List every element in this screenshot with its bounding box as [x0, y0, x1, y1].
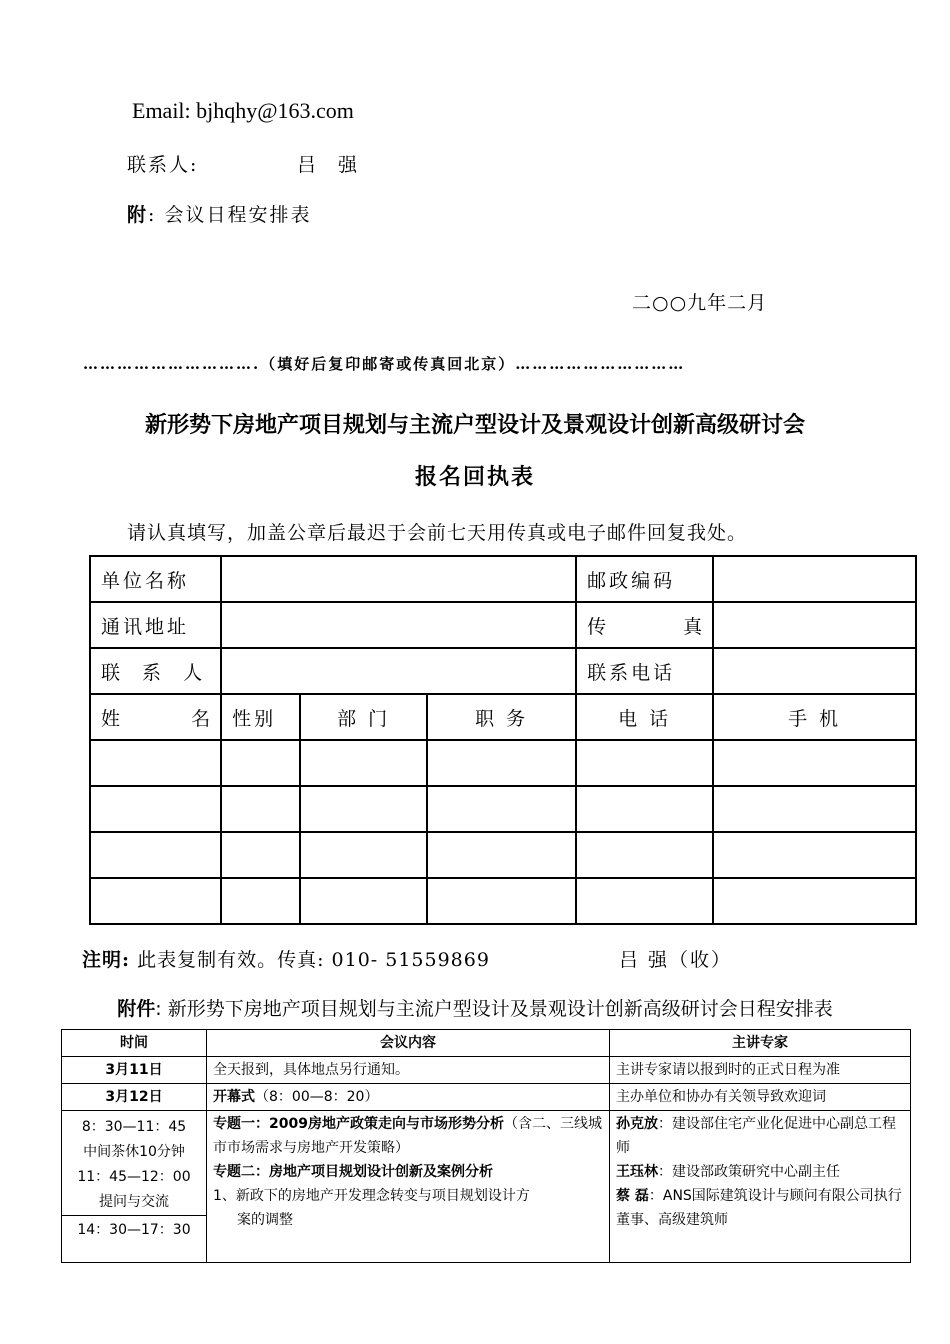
attendee-name-field[interactable]	[90, 832, 221, 878]
topic-title: 专题二：房地产项目规划设计创新及案例分析	[213, 1164, 493, 1180]
annex-line	[0, 994, 950, 1021]
annex-text: : 新形势下房地产项目规划与主流户型设计及景观设计创新高级研讨会日程安排表	[155, 998, 833, 1020]
expert-name: 孙克放	[616, 1116, 658, 1132]
expert-name: 王珏林	[616, 1164, 658, 1180]
contact-person-label: 联 系 人	[90, 648, 221, 694]
attendee-position-field[interactable]	[427, 832, 576, 878]
col-position-header: 职 务	[427, 694, 576, 740]
attendee-mobile-field[interactable]	[713, 878, 916, 924]
postal-code-field[interactable]	[713, 556, 916, 602]
schedule-time-block	[62, 1111, 207, 1263]
note-colon: :	[122, 949, 131, 971]
time-slot: 8：30—11：45	[81, 1119, 187, 1135]
col-phone-header: 电 话	[576, 694, 713, 740]
attendee-mobile-field[interactable]	[713, 786, 916, 832]
schedule-table	[61, 1029, 911, 1263]
contact-line	[127, 150, 366, 177]
email-line: Email: bjhqhy@163.com	[132, 98, 354, 123]
schedule-header-row	[62, 1030, 911, 1057]
attendee-position-field[interactable]	[427, 878, 576, 924]
attendee-name-field[interactable]	[90, 740, 221, 786]
time-note: 中间茶休10分钟	[83, 1144, 185, 1160]
schedule-row	[62, 1057, 911, 1084]
time-slot: 11：45—12：00	[77, 1169, 191, 1185]
address-field[interactable]	[221, 602, 576, 648]
schedule-date: 3月12日	[62, 1084, 207, 1111]
instruction-text: 请认真填写，加盖公章后最迟于会前七天用传真或电子邮件回复我处。	[127, 522, 748, 544]
attendee-gender-field[interactable]	[221, 832, 300, 878]
col-name-part1: 姓	[101, 707, 121, 730]
fax-label-part1: 传	[587, 615, 607, 638]
fax-label	[576, 602, 713, 648]
schedule-row	[62, 1111, 911, 1263]
time-note: 提问与交流	[99, 1194, 169, 1210]
col-name-header	[90, 694, 221, 740]
contact-label: 联系人:	[127, 154, 199, 176]
opening-ceremony-label: 开幕式	[213, 1089, 255, 1105]
col-dept-header: 部 门	[300, 694, 427, 740]
schedule-expert: 主办单位和协办有关领导致欢迎词	[610, 1084, 911, 1111]
topic-detail: （含二、三线城市市场需求与房地产开发策略）	[213, 1116, 602, 1156]
fax-field[interactable]	[713, 602, 916, 648]
expert-title: ：ANS国际建筑设计与顾问有限公司执行董事、高级建筑师	[616, 1188, 902, 1228]
attendee-gender-field[interactable]	[221, 786, 300, 832]
attendee-position-field[interactable]	[427, 786, 576, 832]
opening-ceremony-time: （8：00—8：20）	[255, 1089, 379, 1105]
note-label: 注明	[82, 949, 123, 971]
note-receiver: 吕 强（收）	[619, 949, 733, 971]
unit-name-field[interactable]	[221, 556, 576, 602]
attendee-mobile-field[interactable]	[713, 832, 916, 878]
schedule-date: 3月11日	[62, 1057, 207, 1084]
schedule-content	[207, 1084, 610, 1111]
contact-phone-label: 联系电话	[576, 648, 713, 694]
topic-item-continued: 案的调整	[237, 1212, 293, 1228]
contact-person-field[interactable]	[221, 648, 576, 694]
postal-code-label: 邮政编码	[576, 556, 713, 602]
schedule-row	[62, 1084, 911, 1111]
attendee-phone-field[interactable]	[576, 878, 713, 924]
address-label: 通讯地址	[90, 602, 221, 648]
attendee-gender-field[interactable]	[221, 740, 300, 786]
expert-title: ：建设部住宅产业化促进中心副总工程师	[616, 1116, 896, 1156]
attendee-row	[90, 878, 916, 924]
schedule-content: 全天报到，具体地点另行通知。	[207, 1057, 610, 1084]
attendee-row	[90, 740, 916, 786]
attendee-row	[90, 786, 916, 832]
note-text: 此表复制有效。传真: 010- 51559869	[137, 949, 490, 971]
attendee-dept-field[interactable]	[300, 740, 427, 786]
attendee-gender-field[interactable]	[221, 878, 300, 924]
col-name-part2: 名	[191, 707, 211, 730]
attendee-row	[90, 832, 916, 878]
topic-item: 1、新政下的房地产开发理念转变与项目规划设计方	[213, 1188, 530, 1204]
cut-line: ………………………….（填好后复印邮寄或传真回北京）…………………………	[83, 355, 686, 373]
schedule-expert: 主讲专家请以报到时的正式日程为准	[610, 1057, 911, 1084]
form-subtitle: 报名回执表	[414, 465, 535, 490]
schedule-expert	[610, 1111, 911, 1263]
expert-name: 蔡 磊	[616, 1188, 649, 1204]
attendee-name-field[interactable]	[90, 786, 221, 832]
document-date: 二○○九年二月	[632, 292, 768, 314]
schedule-header-time: 时间	[62, 1030, 207, 1057]
attendee-dept-field[interactable]	[300, 832, 427, 878]
attendee-phone-field[interactable]	[576, 832, 713, 878]
attendee-position-field[interactable]	[427, 740, 576, 786]
col-gender-header: 性别	[221, 694, 300, 740]
topic-title: 专题一：2009房地产政策走向与市场形势分析	[213, 1116, 504, 1132]
contact-name: 吕 强	[297, 154, 366, 176]
attachment-colon: :	[148, 204, 157, 226]
attendee-name-field[interactable]	[90, 878, 221, 924]
attendee-mobile-field[interactable]	[713, 740, 916, 786]
col-mobile-header: 手 机	[713, 694, 916, 740]
registration-form-table	[89, 555, 917, 925]
note-line	[82, 945, 733, 972]
schedule-content	[207, 1111, 610, 1263]
expert-title: ：建设部政策研究中心副主任	[658, 1164, 840, 1180]
attendee-phone-field[interactable]	[576, 786, 713, 832]
annex-label: 附件	[117, 998, 156, 1020]
attendee-phone-field[interactable]	[576, 740, 713, 786]
unit-name-label: 单位名称	[90, 556, 221, 602]
attachment-line	[127, 200, 311, 227]
attendee-dept-field[interactable]	[300, 878, 427, 924]
time-slot: 14：30—17：30	[77, 1222, 191, 1238]
attachment-text: 会议日程安排表	[164, 204, 312, 226]
form-row-unit	[90, 556, 916, 602]
form-title: 新形势下房地产项目规划与主流户型设计及景观设计创新高级研讨会	[144, 413, 805, 438]
attachment-label: 附	[127, 204, 149, 226]
form-row-contact	[90, 648, 916, 694]
form-row-address	[90, 602, 916, 648]
attendee-dept-field[interactable]	[300, 786, 427, 832]
fax-label-part2: 真	[683, 615, 703, 638]
schedule-header-content: 会议内容	[207, 1030, 610, 1057]
schedule-header-expert: 主讲专家	[610, 1030, 911, 1057]
form-row-columns	[90, 694, 916, 740]
contact-phone-field[interactable]	[713, 648, 916, 694]
